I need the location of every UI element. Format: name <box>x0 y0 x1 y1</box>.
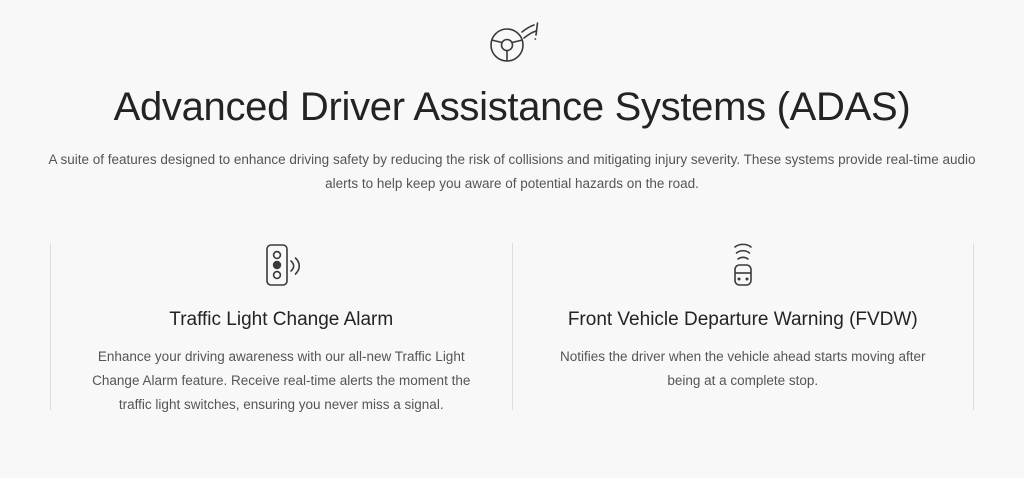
feature-card-traffic-light <box>51 237 512 416</box>
feature-card-fvdw <box>513 237 974 416</box>
feature-title: Traffic Light Change Alarm <box>169 309 394 331</box>
feature-title: Front Vehicle Departure Warning (FVDW) <box>567 309 918 331</box>
divider-right <box>973 243 974 410</box>
feature-cards <box>50 237 974 416</box>
feature-description: Notifies the driver when the vehicle ahead starts moving after being at a complete stop. <box>560 349 926 388</box>
page-title: Advanced Driver Assistance Systems (ADAS) <box>113 85 911 129</box>
steering-wheel-alert-icon <box>480 18 544 70</box>
front-vehicle-departure-icon <box>715 237 771 293</box>
page-description: A suite of features designed to enhance driving safety by reducing the risk of collisions and mitigating injury severity. These systems provide real-time audio alerts to help keep you aware of potential hazards on the road. <box>48 152 976 191</box>
traffic-light-icon <box>253 237 309 293</box>
feature-description: Enhance your driving awareness with our all-new Traffic Light Change Alarm feature. Receive real-time alerts the moment the traffic light switches, ensuring you never miss a signal. <box>92 349 471 412</box>
